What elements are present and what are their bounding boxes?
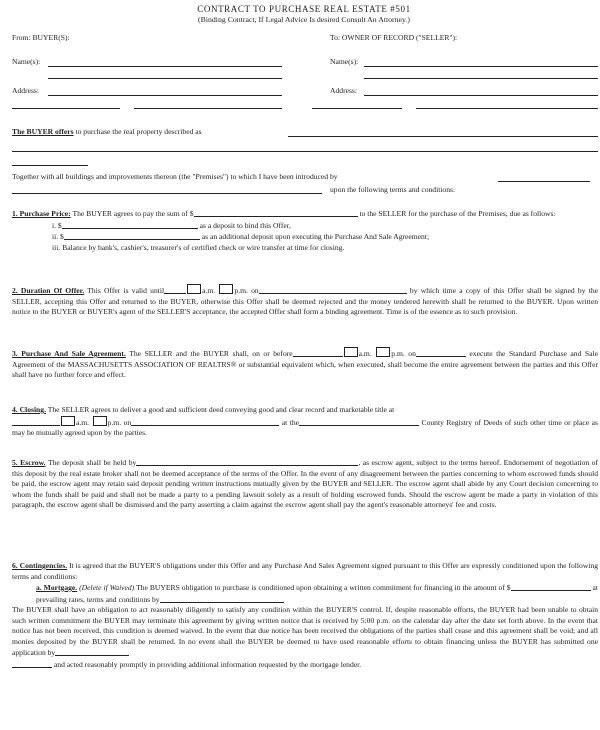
additional-deposit-text: as an additional deposit upon executing the Purchase And Sale Agreement; [201, 232, 430, 241]
to-seller-label: To: OWNER OF RECORD ("SELLER"): [330, 33, 458, 42]
buyer-address-field-3[interactable] [134, 108, 282, 109]
duration-pm-label: p.m. on [234, 286, 259, 295]
closing-am-label: a.m. [76, 417, 90, 427]
duration-text: This Offer is valid until [87, 286, 165, 295]
agreement-pm-label: p.m. on [391, 349, 416, 358]
application-date-field[interactable] [55, 647, 129, 656]
section-contingencies [12, 561, 598, 670]
section-duration [12, 284, 598, 318]
offer-lead: The BUYER offers [12, 127, 74, 136]
seller-address-label: Address: [330, 86, 357, 95]
closing-heading: 4. Closing. [12, 405, 46, 414]
page-title: CONTRACT TO PURCHASE REAL ESTATE #501 [197, 4, 411, 14]
agreement-date-field[interactable] [416, 348, 466, 357]
premises-text: Together with all buildings and improvements thereon (the "Premises") to which I have been introduced by [12, 172, 338, 181]
section-closing [12, 405, 598, 439]
mortgage-text: The BUYERS obligation to purchase is conditioned upon obtaining a written commitment for financing in the amount of $ [136, 583, 511, 592]
additional-deposit-field[interactable] [64, 231, 200, 240]
deposit-text: as a deposit to bind this Offer, [199, 220, 291, 230]
contract-page [12, 0, 599, 669]
agreement-heading: 3. Purchase And Sale Agreement. [12, 349, 126, 358]
agreement-am-checkbox[interactable] [344, 347, 358, 357]
mortgage-date-field[interactable] [160, 594, 284, 603]
from-buyer-label: From: BUYER(S): [12, 33, 70, 42]
duration-time-field[interactable] [164, 285, 186, 294]
property-description-field[interactable] [288, 136, 598, 137]
buyer-names-label: Name(s): [12, 57, 41, 66]
mortgage-text-2: at prevailing rates, terms and conditions by [36, 583, 598, 604]
introduced-by-field-2[interactable] [12, 193, 322, 194]
duration-text-2: by which time a copy of this Offer shall be signed by the SELLER, accepting this Offer and returned to the BUYER, otherwise this Offer shall be deemed rejected and the money tendered herewith shall be returned to the BUYER. Upon written notice to the BUYER or BUYER's agent of the SELLER'S acceptance, the accepted Offer shall form a binding agreement. Time is of the essence as to such provision. [12, 286, 599, 316]
property-description-field-2[interactable] [12, 151, 598, 152]
duration-pm-checkbox[interactable] [219, 284, 233, 294]
seller-names-field-2[interactable] [364, 78, 598, 79]
seller-address-field-2[interactable] [312, 108, 402, 109]
purchase-price-text: The BUYER agrees to pay the sum of $ [72, 209, 194, 218]
mortgage-label: a. Mortgage. [36, 583, 78, 592]
seller-address-field-3[interactable] [416, 108, 598, 109]
duration-am-checkbox[interactable] [187, 284, 201, 294]
buyer-names-field[interactable] [48, 66, 282, 67]
duration-am-label: a.m. [202, 286, 216, 295]
escrow-agent-field[interactable] [136, 457, 358, 466]
mortgage-note: (Delete if Waived) [79, 583, 135, 592]
escrow-heading: 5. Escrow. [12, 458, 46, 467]
premises-text-2: upon the following terms and conditions: [330, 185, 456, 194]
agreement-pm-checkbox[interactable] [376, 347, 390, 357]
buyer-address-field-2[interactable] [12, 108, 120, 109]
deposit-label: i. $ [52, 220, 62, 230]
agreement-time-field[interactable] [293, 348, 343, 357]
escrow-text-2: , as escrow agent, subject to the terms hereof. Endorsement of negotiation of this deposit by the real estate broker shall not be deemed acceptance of the terms of the Offer. In the event of any disagreement between the parties concerning to whom escrowed funds should be paid, the escrow agent may retain said deposit pending written instructions mutually given by the BUYER and SELLER. The escrow agent shall abide by any Court decision concerning to whom the funds shall be paid and shall not be made a party to a pending lawsuit solely as a result of holding escrowed funds. Should the escrow agent be made a party in violation of this paragraph, the escrow agent shall be dismissed and the party asserting a claim against the escrow agent shall pay the agent's reasonable attorneys' fee and costs. [12, 458, 598, 509]
agreement-text: The SELLER and the BUYER shall, on or before [129, 349, 293, 358]
balance-text: iii. Balance by bank's, cashier's, treasurer's of certified check or wire transfer at time for closing. [52, 242, 345, 252]
offer-text: to purchase the real property described as [75, 127, 202, 136]
closing-am-checkbox[interactable] [61, 416, 75, 426]
closing-county-field[interactable] [299, 417, 419, 426]
agreement-text-2: execute the Standard Purchase and Sale Agreement of the MASSACHUSETTS ASSOCIATION OF REALTRS® or substantial equivalent which, when executed, shall become the entire agreement between the parties and this Offer shall have no further force and effect. [12, 349, 598, 379]
additional-deposit-label: ii. $ [52, 232, 64, 241]
closing-at-label: at the [281, 417, 299, 427]
mortgage-text-3: The BUYER shall have an obligation to act reasonably diligently to satisfy any condition within the BUYER'S control. If, despite reasonable efforts, the BUYER had been unable to obtain such written commitment the BUYER may terminate this agreement by giving written notice that is received by 5:00 p.m. on the calendar day after the date set forth above. In the event that notice has not been received, this condition is deemed waived. In the event that due notice has been received the obligations of the parties shall cease and this agreement shall be void; and all monies deposited by the BUYER shall be returned. In no event shall the BUYER be deemed to have used reasonable efforts to obtain financing unless the BUYER has submitted one application by [12, 605, 598, 657]
contingencies-heading: 6. Contingencies. [12, 561, 68, 570]
mortgage-amount-field[interactable] [511, 582, 591, 591]
section-purchase-sale-agreement [12, 347, 598, 381]
introduced-by-field[interactable] [498, 181, 590, 182]
section-escrow [12, 457, 598, 511]
closing-pm-label: p.m. on [107, 417, 132, 427]
closing-text: The SELLER agrees to deliver a good and sufficient deed conveying good and clear record and marketable title at [47, 405, 395, 414]
property-description-field-3[interactable] [12, 165, 88, 166]
duration-heading: 2. Duration Of Offer. [12, 286, 85, 295]
seller-address-field[interactable] [364, 95, 598, 96]
closing-date-field[interactable] [131, 417, 279, 426]
contingencies-text: It is agreed that the BUYER'S obligations under this Offer and any Purchase And Sales Agreement signed pursuant to this Offer are expressly conditioned upon the following terms and conditions: [12, 561, 599, 581]
duration-date-field[interactable] [259, 285, 407, 294]
buyer-address-label: Address: [12, 86, 39, 95]
purchase-price-field[interactable] [194, 208, 358, 217]
purchase-price-text-2: to the SELLER for the purchase of the Premises, due as follows: [359, 209, 556, 218]
closing-text-2: County Registry of Deeds of such other time or place as may be mutually agreed upon by the parties. [12, 417, 598, 437]
agreement-am-label: a.m. [358, 349, 372, 358]
buyer-names-field-2[interactable] [48, 78, 282, 79]
seller-names-label: Name(s): [330, 57, 359, 66]
escrow-text: The deposit shall be held by [47, 458, 137, 467]
seller-names-field[interactable] [364, 66, 598, 67]
offer-line [12, 127, 202, 136]
mortgage-text-4: and acted reasonably promptly in providing additional information requested by the mortgage lender. [53, 659, 362, 669]
page-subtitle: (Binding Contract, If Legal Advice Is desired Consult An Attorney.) [198, 15, 410, 24]
section-purchase-price [12, 208, 598, 253]
purchase-price-heading: 1. Purchase Price: [12, 209, 71, 218]
closing-pm-checkbox[interactable] [93, 416, 107, 426]
buyer-address-field[interactable] [48, 95, 282, 96]
application-date-field-2[interactable] [12, 659, 52, 668]
deposit-field[interactable] [62, 220, 198, 229]
closing-time-field[interactable] [12, 417, 60, 426]
